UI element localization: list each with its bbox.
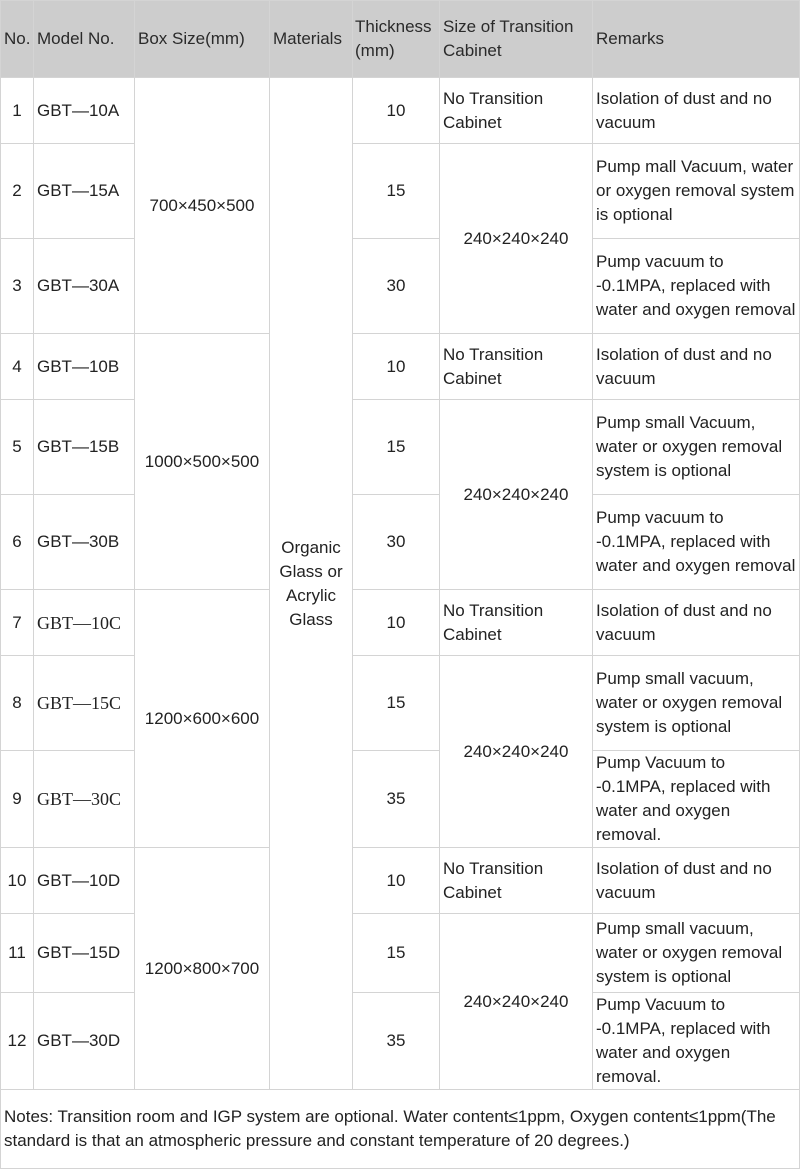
table-row [1,495,800,590]
thickness: 15 [353,656,440,751]
notes: Notes: Transition room and IGP system are optional. Water content≤1ppm, Oxygen content≤1ppm(The standard is that an atmospheric pressure and constant temperature of 20 degrees.) [1,1090,800,1169]
thickness: 30 [353,495,440,590]
thickness: 15 [353,914,440,993]
table-row [1,400,800,495]
model-number: GBT—10C [34,590,135,656]
remark: Isolation of dust and no vacuum [593,78,800,144]
model-number: GBT—30C [34,751,135,848]
transition-cabinet: 240×240×240 [440,914,593,1090]
transition-cabinet: 240×240×240 [440,400,593,590]
remark: Isolation of dust and no vacuum [593,590,800,656]
transition-cabinet: No Transition Cabinet [440,334,593,400]
remark: Pump vacuum to -0.1MPA, replaced with water and oxygen removal [593,239,800,334]
row-number: 1 [1,78,34,144]
row-number: 12 [1,993,34,1090]
box-size: 1200×800×700 [135,848,270,1090]
model-number: GBT—10D [34,848,135,914]
model-number: GBT—30D [34,993,135,1090]
row-number: 8 [1,656,34,751]
remark: Pump mall Vacuum, water or oxygen removal system is optional [593,144,800,239]
remark: Pump vacuum to -0.1MPA, replaced with water and oxygen removal [593,495,800,590]
model-number: GBT—15B [34,400,135,495]
thickness: 10 [353,78,440,144]
remark: Pump small vacuum, water or oxygen removal system is optional [593,656,800,751]
header-row [1,1,800,78]
row-number: 4 [1,334,34,400]
table-row [1,144,800,239]
row-number: 5 [1,400,34,495]
row-number: 2 [1,144,34,239]
box-size: 700×450×500 [135,78,270,334]
transition-cabinet: 240×240×240 [440,144,593,334]
remark: Pump Vacuum to -0.1MPA, replaced with water and oxygen removal. [593,993,800,1090]
row-number: 10 [1,848,34,914]
model-number: GBT—10B [34,334,135,400]
thickness: 10 [353,590,440,656]
materials: Organic Glass or Acrylic Glass [270,78,353,1090]
header-model: Model No. [34,1,135,78]
transition-cabinet: No Transition Cabinet [440,590,593,656]
remark: Pump Vacuum to -0.1MPA, replaced with water and oxygen removal. [593,751,800,848]
header-thickness-line2: (mm) [355,41,395,60]
thickness: 15 [353,144,440,239]
thickness: 35 [353,751,440,848]
row-number: 3 [1,239,34,334]
header-box-size: Box Size(mm) [135,1,270,78]
table-row [1,656,800,751]
row-number: 7 [1,590,34,656]
remark: Pump small Vacuum, water or oxygen removal system is optional [593,400,800,495]
table-row [1,590,800,656]
model-number: GBT—10A [34,78,135,144]
transition-cabinet: 240×240×240 [440,656,593,848]
header-thickness-line1: Thickness [355,17,432,36]
table-row [1,848,800,914]
box-size: 1200×600×600 [135,590,270,848]
box-size: 1000×500×500 [135,334,270,590]
thickness: 30 [353,239,440,334]
thickness: 10 [353,848,440,914]
header-materials: Materials [270,1,353,78]
row-number: 11 [1,914,34,993]
transition-cabinet: No Transition Cabinet [440,848,593,914]
row-number: 6 [1,495,34,590]
thickness: 10 [353,334,440,400]
header-no: No. [1,1,34,78]
thickness: 15 [353,400,440,495]
model-number: GBT—15D [34,914,135,993]
header-thickness [353,1,440,78]
model-number: GBT—15C [34,656,135,751]
transition-cabinet: No Transition Cabinet [440,78,593,144]
header-transition: Size of Transition Cabinet [440,1,593,78]
model-number: GBT—15A [34,144,135,239]
model-number: GBT—30B [34,495,135,590]
table-row [1,914,800,993]
table-row [1,239,800,334]
model-number: GBT—30A [34,239,135,334]
remark: Isolation of dust and no vacuum [593,848,800,914]
table-row [1,334,800,400]
table-row [1,78,800,144]
remark: Pump small vacuum, water or oxygen removal system is optional [593,914,800,993]
table-row [1,993,800,1090]
row-number: 9 [1,751,34,848]
remark: Isolation of dust and no vacuum [593,334,800,400]
table-row [1,751,800,848]
thickness: 35 [353,993,440,1090]
header-remarks: Remarks [593,1,800,78]
